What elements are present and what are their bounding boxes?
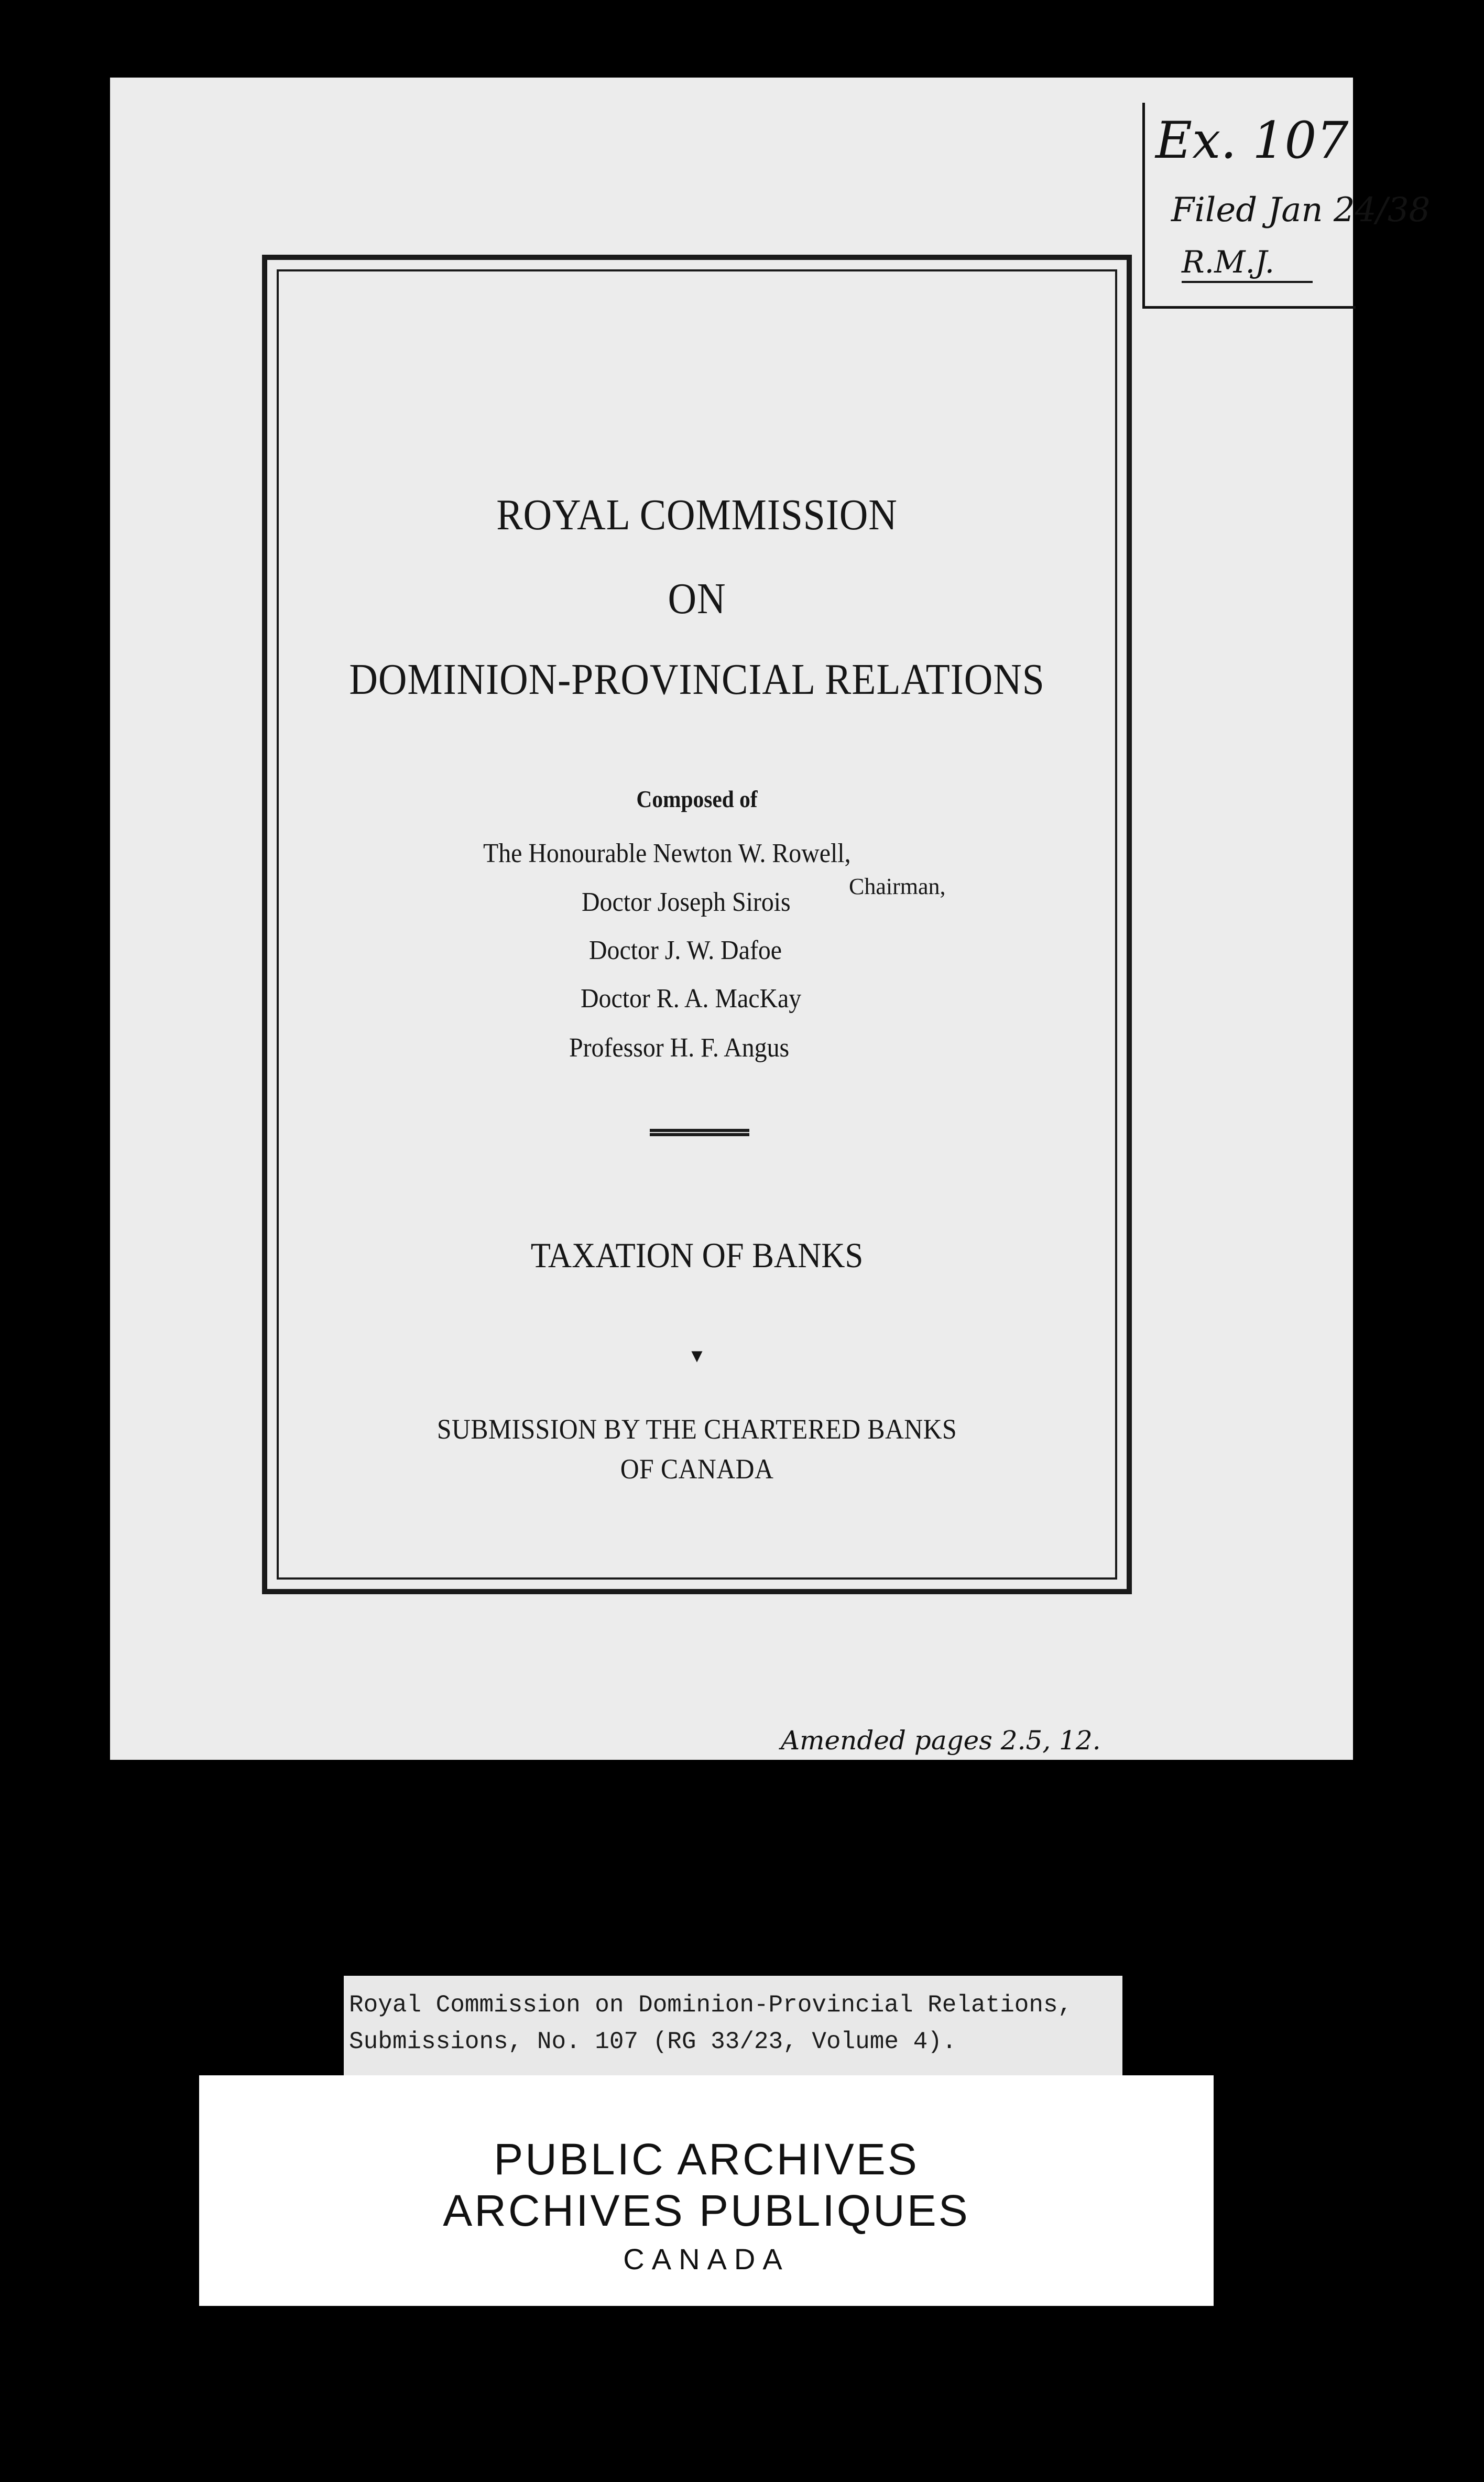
section-marker-triangle: ▼: [688, 1345, 706, 1366]
member-dafoe: Doctor J. W. Dafoe: [589, 935, 782, 965]
stamp-line-french: ARCHIVES PUBLIQUES: [443, 2186, 970, 2235]
archive-reference-label: [344, 1976, 1122, 2081]
archive-reference-line-2: Submissions, No. 107 (RG 33/23, Volume 4).: [349, 2028, 957, 2055]
member-mackay: Doctor R. A. MacKay: [581, 984, 802, 1014]
filing-annotation-box: [1142, 103, 1431, 309]
stamp-line-country: CANADA: [623, 2242, 790, 2276]
chairman-label: Chairman,: [849, 874, 946, 899]
stamp-line-english: PUBLIC ARCHIVES: [494, 2135, 919, 2184]
member-rowell: The Honourable Newton W. Rowell,: [483, 839, 851, 868]
composed-of-label: Composed of: [636, 786, 758, 812]
submission-line-2: OF CANADA: [620, 1453, 774, 1485]
exhibit-number-handwriting: Ex. 107: [1155, 111, 1349, 170]
subject-title: TAXATION OF BANKS: [530, 1235, 864, 1275]
initials-handwriting: R.M.J.: [1182, 244, 1275, 280]
filed-date-handwriting: Filed Jan 24/38: [1171, 191, 1431, 230]
document-page: [110, 78, 1431, 1760]
member-sirois: Doctor Joseph Sirois: [582, 887, 791, 917]
submission-line-1: SUBMISSION BY THE CHARTERED BANKS: [437, 1413, 957, 1445]
initials-underline: [1182, 281, 1313, 283]
title-frame: [262, 255, 1132, 1594]
amended-pages-handwriting: Amended pages 2.5, 12.: [781, 1725, 1101, 1756]
member-angus: Professor H. F. Angus: [569, 1033, 790, 1063]
title-line-3: DOMINION-PROVINCIAL RELATIONS: [349, 655, 1045, 704]
public-archives-stamp: [199, 2075, 1214, 2306]
separator-rule: [650, 1129, 749, 1132]
title-frame-inner-border: [277, 269, 1117, 1580]
title-line-2: ON: [668, 574, 726, 623]
title-line-1: ROYAL COMMISSION: [496, 491, 898, 539]
archive-reference-line-1: Royal Commission on Dominion-Provincial Relations,: [349, 1991, 1073, 2019]
